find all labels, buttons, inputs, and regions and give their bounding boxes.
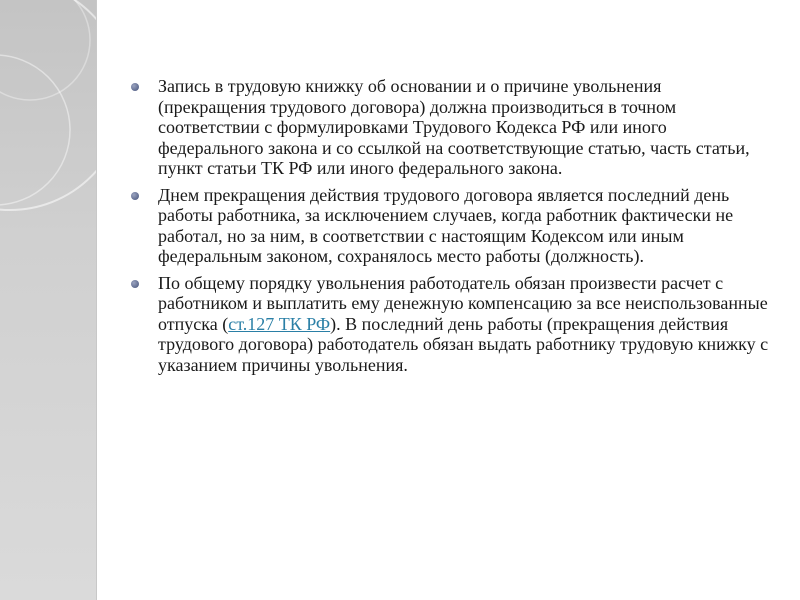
bullet-list [130,76,770,381]
bullet-dot-icon [131,83,139,91]
bullet-text-after: ). В последний день работы (прекращения действия трудового договора) работодатель обязан выдать работнику трудовую книжку с указанием причины увольнения. [158,313,769,375]
list-item [130,76,770,179]
bullet-dot-icon [131,192,139,200]
list-item [130,185,770,267]
bullet-text: Днем прекращения действия трудового договора является последний день работы работника, за исключением случаев, когда работник фактически не работал, но за ним, в соответствии с настоящим Кодексом или иным федеральным законом, сохранялось место работы (должность). [158,184,734,266]
bullet-dot-icon [131,280,139,288]
bullet-text: Запись в трудовую книжку об основании и о причине увольнения (прекращения трудового договора) должна производиться в точном соответствии с формулировками Трудового Кодекса РФ или иного федерального закона и со ссылкой на соответствующие статью, часть статьи, пункт статьи ТК РФ или иного федерального закона. [158,76,750,178]
law-article-link[interactable]: ст.127 ТК РФ [228,313,331,334]
bullet-text-before: По общему порядку увольнения работодатель обязан произвести расчет с работником и выплатить ему денежную компенсацию за все неиспользованные отпуска ( [158,272,768,334]
divider [96,0,97,600]
list-item [130,273,770,376]
decorative-side-panel [0,0,96,600]
decorative-circles-icon [0,0,96,600]
